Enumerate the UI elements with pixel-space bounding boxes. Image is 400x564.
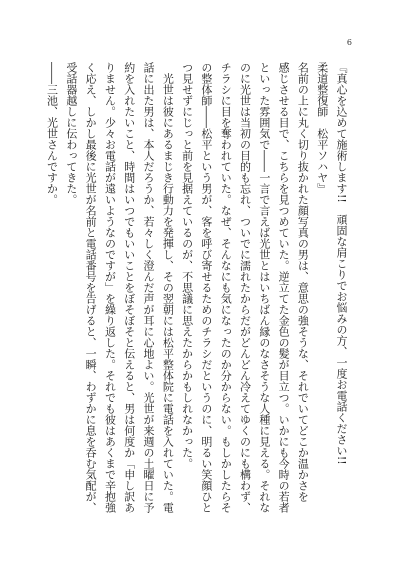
text-line: 名前の上に丸く切り抜かれた顔写真の男は、意思の強そうな、それでいてどこか温かさを <box>296 62 310 502</box>
body-text <box>41 62 351 522</box>
text-line: の整体師――松平という男が、客を呼び寄せるためのチラシだというのに、明るい笑顔ひと <box>199 62 213 513</box>
text-line: 約を入れたいこと、時間はいつでもいいことをぼそぼそと伝えると、男は何度か「申し訳あ <box>122 62 136 513</box>
text-line: 感じさせる目で、こちらを見つめていた。逆立てた金色の髪が目立つ。いかにも今時の若者 <box>277 62 291 513</box>
text-line: 光世は彼にあるまじき行動力を発揮し、その翌朝には松平整体院に電話を入れていた。電 <box>161 62 175 513</box>
text-line: つ見せずにじっと前を見据えているのが、不思議に思えたからかもしれなかった。 <box>180 62 194 469</box>
text-line: ――三池、光世さんですか。 <box>45 62 59 205</box>
page-number: 6 <box>346 38 352 47</box>
text-line: 『真心を込めて施術します!! 頑固な肩こりでお悩みの方、一度お電話ください!! <box>335 62 348 465</box>
text-line: 受話器越しに伝わってきた。 <box>64 62 78 205</box>
text-line: りません。少々お電話が遠いようなのですが」を繰り返した。それでも彼はあくまで辛抱強 <box>103 62 117 513</box>
text-line: 話に出た男は、本人だろうか、若々しく澄んだ声が耳に心地よい。光世が来週の土曜日に予 <box>142 62 156 513</box>
text-line: チラシに目を奪われていた。なぜ、そんなにも気になったのか分からない。もしかしたらそ <box>219 62 233 513</box>
text-line: く応え、しかし最後に光世が名前と電話番号を告げると、一瞬、わずかに息を呑む気配が、 <box>84 62 98 513</box>
text-line: 柔道整復師 松平ソハヤ』 <box>315 62 329 194</box>
text-line: といった雰囲気で――一言で言えば光世とはいちばん縁のなさそうな人種に見える。それな <box>257 62 271 513</box>
text-line: のに光世は当初の目的も忘れ、ついでに濡れたからだがどんどん冷えてゆくのにも構わず、 <box>238 62 252 513</box>
